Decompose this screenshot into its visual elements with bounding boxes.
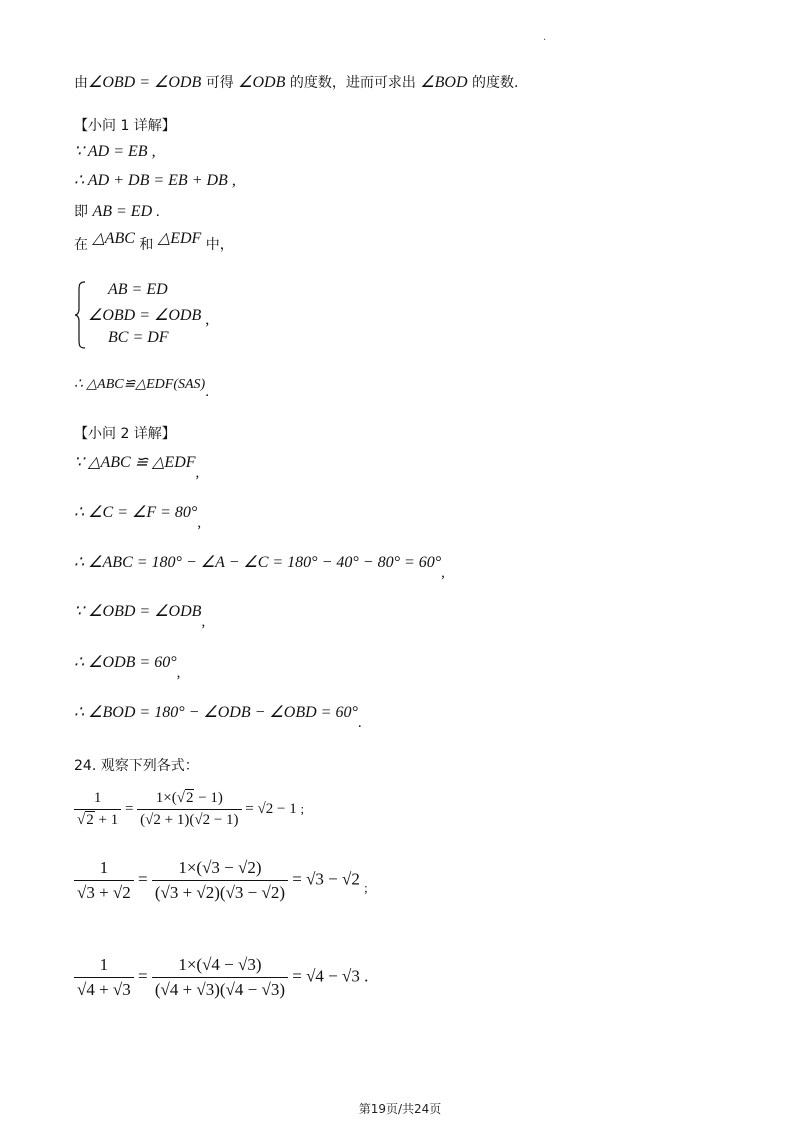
system-row-3: BC = DF (108, 329, 169, 346)
system-row-1: AB = ED (108, 281, 168, 298)
sqrt-icon: √2 (176, 790, 194, 806)
fraction: $\frac{1\times(√4 - √3)}{(√4 + √3)(√4 - √3)}$ (152, 955, 288, 1000)
intro-line: 由∠OBD = ∠ODB 可得 ∠ODB 的度数，进而可求出 ∠BOD 的度数. (74, 74, 519, 91)
fraction: $\frac{1}{√2 + 1}$ (74, 790, 121, 829)
q2-line-3: ∴ ∠ABC = 180° − ∠A − ∠C = 180° − 40° − 80° = 60°, (74, 554, 445, 581)
q1-conclusion: ∴ △ABC≌△EDF(SAS). (74, 377, 209, 400)
q1-line-2: ∴ AD + DB = EB + DB , (74, 172, 236, 189)
q1-heading: 【小问 1 详解】 (74, 118, 176, 134)
system-row-2: ∠OBD = ∠ODB , (88, 307, 210, 328)
q24-heading: 24. 观察下列各式： (74, 758, 199, 774)
q1-line-4: 在 △ABC 和 △EDF 中， (74, 230, 234, 253)
q2-line-5: ∴ ∠ODB = 60°, (74, 654, 181, 681)
fraction: $\frac{1\times(√3 - √2)}{(√3 + √2)(√3 - √2)}$ (152, 858, 288, 903)
q1-line-1: ∵ AD = EB , (74, 143, 156, 160)
q2-line-6: ∴ ∠BOD = 180° − ∠ODB − ∠OBD = 60°. (74, 704, 362, 731)
q2-line-2: ∴ ∠C = ∠F = 80°, (74, 504, 202, 531)
q24-equation-1: $\frac{1}{√2 + 1}$ = $\frac{1\times(√2 - 1)}{(√2 + 1)(√2 - 1)}$ = √2 − 1 ; (74, 790, 304, 829)
page-footer: 第19页/共24页 (358, 1102, 442, 1116)
q24-equation-3: $\frac{1}{√4 + √3}$ = $\frac{1\times(√4 - √3)}{(√4 + √3)(√4 - √3)}$ = √4 − √3 . (74, 955, 368, 1000)
left-brace-icon (74, 281, 86, 349)
fraction: $\frac{1\times(√2 - 1)}{(√2 + 1)(√2 - 1)}$ (137, 790, 241, 829)
top-dot: . (543, 32, 547, 43)
q1-line-3: 即 AB = ED . (74, 203, 160, 220)
q2-heading: 【小问 2 详解】 (74, 426, 176, 442)
fraction: $\frac{1}{√4 + √3}$ (74, 955, 134, 1000)
q2-line-4: ∵ ∠OBD = ∠ODB, (74, 603, 206, 630)
q2-line-1: ∵ △ABC ≌ △EDF, (74, 454, 200, 481)
fraction: $\frac{1}{√3 + √2}$ (74, 858, 134, 903)
q24-equation-2: $\frac{1}{√3 + √2}$ = $\frac{1\times(√3 - √2)}{(√3 + √2)(√3 - √2)}$ = √3 − √2 $_;$ (74, 858, 368, 903)
sqrt-icon: √2 (77, 812, 94, 828)
